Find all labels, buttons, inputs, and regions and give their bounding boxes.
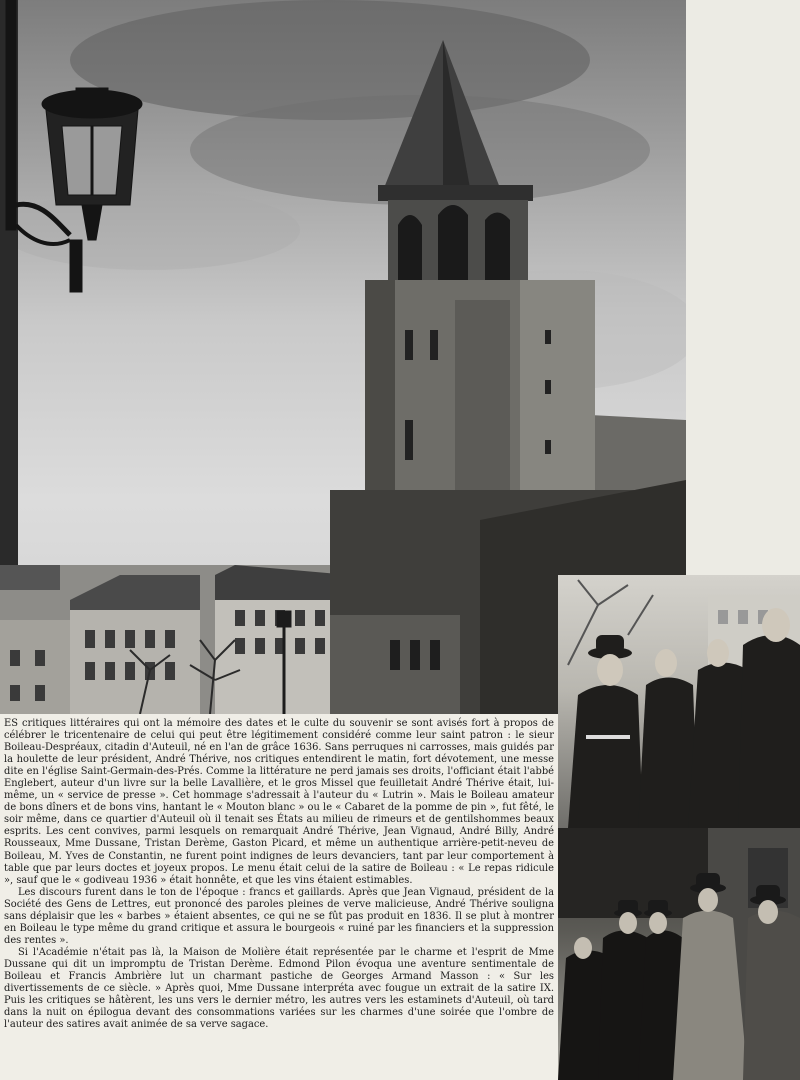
article-paragraph: Si l'Académie n'était pas là, la Maison de Molière était représentée par le charme et l'esprit de Mme Dussane qui dit un impromptu de Tristan Derème. Edmond Pilon évoqua une aventure sentimentale de Boileau et Francis Ambrière lut un charmant pastiche de Georges Armand Masson : « Sur les divertissements de ce siècle. » Après quoi, Mme Dussane interpréta avec fougue un extrait de la satire IX. Puis les critiques se hâtèrent, les uns vers le dernier métro, les autres vers les estaminets d'Auteuil, où tard dans la nuit on épilogua devant des consommations variées sur les charmes d'une soirée que l'ombre de l'auteur des satires avait animée de sa verve sagace. <box>4 946 554 1031</box>
article-paragraph: ES critiques littéraires qui ont la mémoire des dates et le culte du souvenir se sont avisés fort à propos de célébrer le tricentenaire de celui qui peut être légitimement considéré comme leur saint patron : le sieur Boileau-Despréaux, citadin d'Auteuil, né en l'an de grâce 1636. Sans perruques ni carrosses, mais guidés par la houlette de leur président, André Thérive, nos critiques entendirent le matin, fort dévotement, une messe dite en l'église Saint-Germain-des-Prés. Comme la littérature ne perd jamais ses droits, l'officiant était l'abbé Englebert, auteur d'un livre sur la belle Lavallière, et le gros Missel que feuilletait André Thérive était, lui-même, un « service de presse ». Cet hommage s'adressait à l'auteur du « Lutrin ». Mais le Boileau amateur de bons dîners et de bons vins, hantant le « Mouton blanc » ou le « Cabaret de la pomme de pin », fut fêté, le soir même, dans ce quartier d'Auteuil où il tenait ses États au milieu de rimeurs et de gentilshommes beaux esprits. Les cent convives, parmi lesquels on remarquait André Thérive, Jean Vignaud, André Billy, André Rousseaux, Mme Dussane, Tristan Derème, Gaston Picard, et même un authentique arrière-petit-neveu de Boileau, M. Yves de Constantin, ne furent point indignes de leurs devanciers, tant par leur comportement à table que par leurs doctes et joyeux propos. Le menu était celui de la satire de Boileau : « Le repas ridicule », sauf que le « godiveau 1936 » était honnête, et que les vins étaient estimables. <box>4 718 554 886</box>
page-margin <box>686 0 800 575</box>
men-in-coats-street-photo <box>558 828 800 1080</box>
article-body <box>4 718 554 1073</box>
men-in-hats-group-photo <box>558 575 800 828</box>
article-paragraph: Les discours furent dans le ton de l'époque : francs et gaillards. Après que Jean Vignaud, président de la Société des Gens de Lettres, eut prononcé des paroles pleines de verve malicieuse, André Thérive souligna sans déplaisir que les « barbes » étaient absentes, ce qui ne se fût pas produit en 1836. Il se plut à montrer en Boileau le type même du grand critique et assura le bourgeois « ruiné par les financiers et la suppression des rentes ». <box>4 886 554 946</box>
